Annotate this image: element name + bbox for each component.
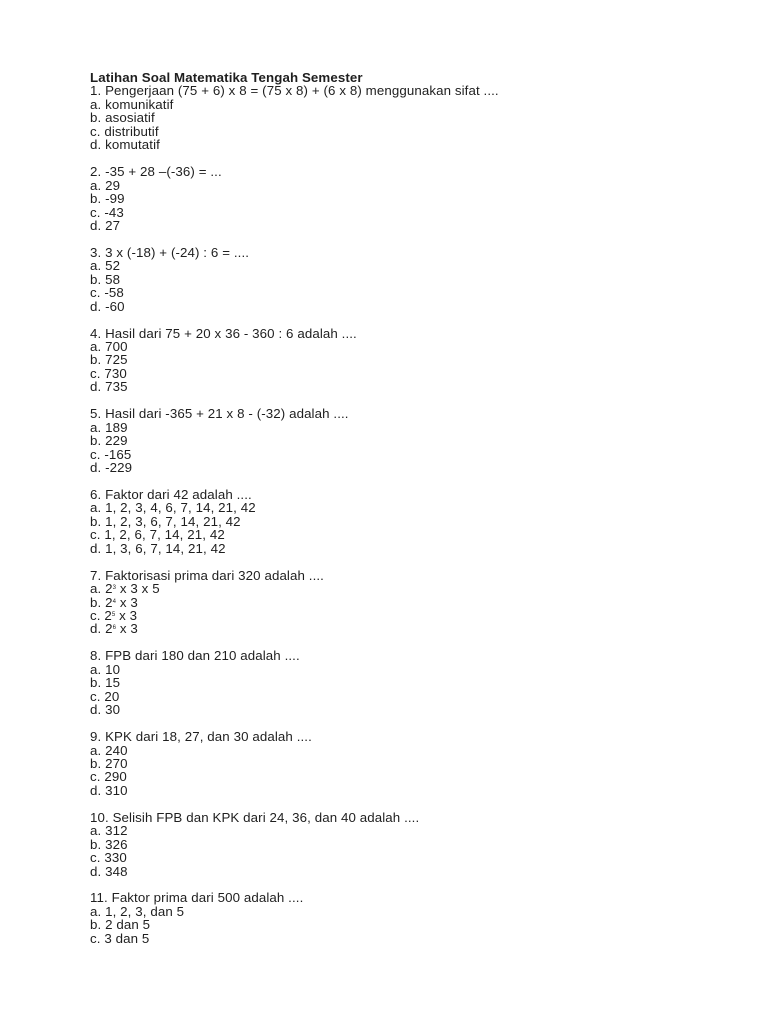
answer-option: a. 1, 2, 3, dan 5	[90, 903, 185, 919]
answer-option: b. 270	[90, 755, 128, 771]
answer-option: b. 326	[90, 836, 128, 852]
answer-option: d. 1, 3, 6, 7, 14, 21, 42	[90, 540, 226, 556]
answer-option: a. 52	[90, 258, 121, 274]
answer-option: d. -229	[90, 460, 133, 476]
question-text: 4. Hasil dari 75 + 20 x 36 - 360 : 6 adalah ....	[90, 325, 357, 341]
answer-option	[90, 609, 730, 622]
option-rest-text: x 3	[115, 608, 138, 624]
question-text: 3. 3 x (-18) + (-24) : 6 = ....	[90, 244, 250, 260]
option-base-text: d. 2	[90, 621, 113, 637]
answer-option	[90, 582, 730, 595]
answer-option: d. 310	[90, 782, 128, 798]
answer-option: b. 1, 2, 3, 6, 7, 14, 21, 42	[90, 513, 241, 529]
answer-option: d. -60	[90, 298, 125, 314]
answer-option: b. 58	[90, 271, 121, 287]
question-text: 5. Hasil dari -365 + 21 x 8 - (-32) adalah ....	[90, 406, 349, 422]
answer-option: a. 240	[90, 742, 128, 758]
answer-option: c. 730	[90, 365, 127, 381]
option-base-text: c. 2	[90, 608, 112, 624]
option-exponent: 6	[112, 625, 117, 632]
option-rest-text: x 3	[116, 594, 138, 610]
question-block	[90, 84, 730, 151]
question-block	[90, 569, 730, 636]
answer-option: a. 312	[90, 823, 128, 839]
question-block	[90, 649, 730, 716]
document-title: Latihan Soal Matematika Tengah Semester	[90, 70, 363, 85]
answer-option: b. asosiatif	[90, 110, 155, 126]
question-block	[90, 165, 730, 232]
answer-option: d. 735	[90, 379, 128, 395]
question-text: 7. Faktorisasi prima dari 320 adalah ....	[90, 567, 324, 583]
question-block	[90, 327, 730, 394]
option-base-text: a. 2	[90, 581, 113, 597]
answer-option	[90, 596, 730, 609]
answer-option: d. komutatif	[90, 137, 160, 153]
answer-option: b. 229	[90, 433, 128, 449]
answer-option: d. 27	[90, 217, 121, 233]
answer-option: c. 3 dan 5	[90, 930, 150, 946]
question-block	[90, 246, 730, 313]
question-text: 8. FPB dari 180 dan 210 adalah ....	[90, 648, 300, 664]
question-text: 6. Faktor dari 42 adalah ....	[90, 486, 252, 502]
answer-option: a. 700	[90, 339, 128, 355]
question-list	[90, 84, 730, 945]
answer-option: b. -99	[90, 191, 125, 207]
answer-option: a. 189	[90, 419, 128, 435]
answer-option: c. -58	[90, 285, 124, 301]
question-text: 2. -35 + 28 –(-36) = ...	[90, 164, 222, 180]
answer-option: a. 10	[90, 661, 121, 677]
answer-option: d. 30	[90, 702, 121, 718]
option-rest-text: x 3	[116, 621, 138, 637]
answer-option: c. -165	[90, 446, 132, 462]
option-exponent: 4	[112, 598, 117, 605]
question-text: 9. KPK dari 18, 27, dan 30 adalah ....	[90, 729, 312, 745]
question-block	[90, 488, 730, 555]
answer-option: c. 1, 2, 6, 7, 14, 21, 42	[90, 527, 225, 543]
question-block	[90, 811, 730, 878]
answer-option: a. komunikatif	[90, 96, 174, 112]
answer-option: c. 330	[90, 850, 127, 866]
question-text: 1. Pengerjaan (75 + 6) x 8 = (75 x 8) + (6 x 8) menggunakan sifat ....	[90, 83, 499, 99]
answer-option	[90, 622, 730, 635]
question-text: 11. Faktor prima dari 500 adalah ....	[90, 890, 304, 906]
document-page	[90, 71, 730, 959]
question-block	[90, 407, 730, 474]
answer-option: a. 29	[90, 177, 121, 193]
answer-option: a. 1, 2, 3, 4, 6, 7, 14, 21, 42	[90, 500, 256, 516]
question-text: 10. Selisih FPB dan KPK dari 24, 36, dan 40 adalah ....	[90, 809, 420, 825]
option-exponent: 5	[111, 612, 116, 619]
option-base-text: b. 2	[90, 594, 113, 610]
question-block	[90, 891, 730, 945]
answer-option: c. distributif	[90, 123, 159, 139]
option-exponent: 3	[112, 585, 117, 592]
answer-option: c. 290	[90, 769, 127, 785]
question-block	[90, 730, 730, 797]
answer-option: b. 2 dan 5	[90, 917, 151, 933]
option-rest-text: x 3 x 5	[116, 581, 160, 597]
answer-option: b. 725	[90, 352, 128, 368]
answer-option: d. 348	[90, 863, 128, 879]
answer-option: b. 15	[90, 675, 121, 691]
answer-option: c. 20	[90, 688, 120, 704]
answer-option: c. -43	[90, 204, 124, 220]
